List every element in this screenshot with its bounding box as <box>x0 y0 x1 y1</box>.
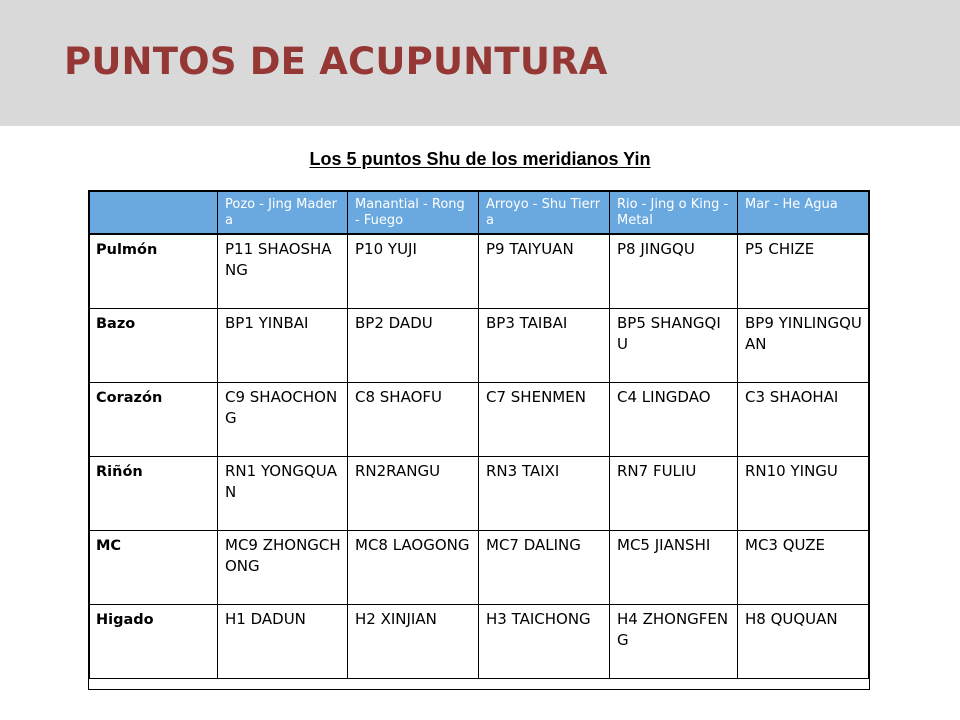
table-cell: BP1 YINBAI <box>218 308 348 382</box>
table-row <box>90 234 869 308</box>
table-cell: C7 SHENMEN <box>479 382 610 456</box>
table-cell: RN2RANGU <box>348 456 479 530</box>
table-cell: RN7 FULIU <box>610 456 738 530</box>
table-caption-text: Los 5 puntos Shu de los meridianos Yin <box>309 149 651 169</box>
slide-title: PUNTOS DE ACUPUNTURA <box>64 40 608 83</box>
table-cell: P5 CHIZE <box>738 234 869 308</box>
row-header: Higado <box>90 604 218 678</box>
table-cell: H4 ZHONGFENG <box>610 604 738 678</box>
table-cell: RN3 TAIXI <box>479 456 610 530</box>
table-cell: BP9 YINLINGQUAN <box>738 308 869 382</box>
table-cell: P8 JINGQU <box>610 234 738 308</box>
table-cell: C4 LINGDAO <box>610 382 738 456</box>
table-cell: RN10 YINGU <box>738 456 869 530</box>
row-header: Pulmón <box>90 234 218 308</box>
header-row <box>90 192 869 235</box>
column-header: Mar - He Agua <box>738 192 869 235</box>
column-header: Pozo - Jing Madera <box>218 192 348 235</box>
table-cell: P10 YUJI <box>348 234 479 308</box>
table-cell: BP5 SHANGQIU <box>610 308 738 382</box>
table-cell: BP3 TAIBAI <box>479 308 610 382</box>
table-caption <box>0 149 960 170</box>
row-header: Riñón <box>90 456 218 530</box>
table-cell: H2 XINJIAN <box>348 604 479 678</box>
table-cell: MC8 LAOGONG <box>348 530 479 604</box>
column-header: Manantial - Rong - Fuego <box>348 192 479 235</box>
table-cell: RN1 YONGQUAN <box>218 456 348 530</box>
table-cell: H8 QUQUAN <box>738 604 869 678</box>
table-cell: MC7 DALING <box>479 530 610 604</box>
row-header: Corazón <box>90 382 218 456</box>
column-header: Rio - Jing o King - Metal <box>610 192 738 235</box>
row-header: MC <box>90 530 218 604</box>
table-row <box>90 530 869 604</box>
table-cell: C9 SHAOCHONG <box>218 382 348 456</box>
table-row <box>90 456 869 530</box>
table-row <box>90 604 869 678</box>
table-row <box>90 308 869 382</box>
table-cell: P9 TAIYUAN <box>479 234 610 308</box>
table-cell: MC5 JIANSHI <box>610 530 738 604</box>
header-corner-cell <box>90 192 218 235</box>
table-cell: MC9 ZHONGCHONG <box>218 530 348 604</box>
acupuncture-points-table <box>89 191 869 679</box>
table-cell: H1 DADUN <box>218 604 348 678</box>
table-cell: H3 TAICHONG <box>479 604 610 678</box>
row-header: Bazo <box>90 308 218 382</box>
table-cell: MC3 QUZE <box>738 530 869 604</box>
column-header: Arroyo - Shu Tierra <box>479 192 610 235</box>
table-row <box>90 382 869 456</box>
table-cell: BP2 DADU <box>348 308 479 382</box>
table-cell: C3 SHAOHAI <box>738 382 869 456</box>
table-cell: P11 SHAOSHANG <box>218 234 348 308</box>
table-cell: C8 SHAOFU <box>348 382 479 456</box>
